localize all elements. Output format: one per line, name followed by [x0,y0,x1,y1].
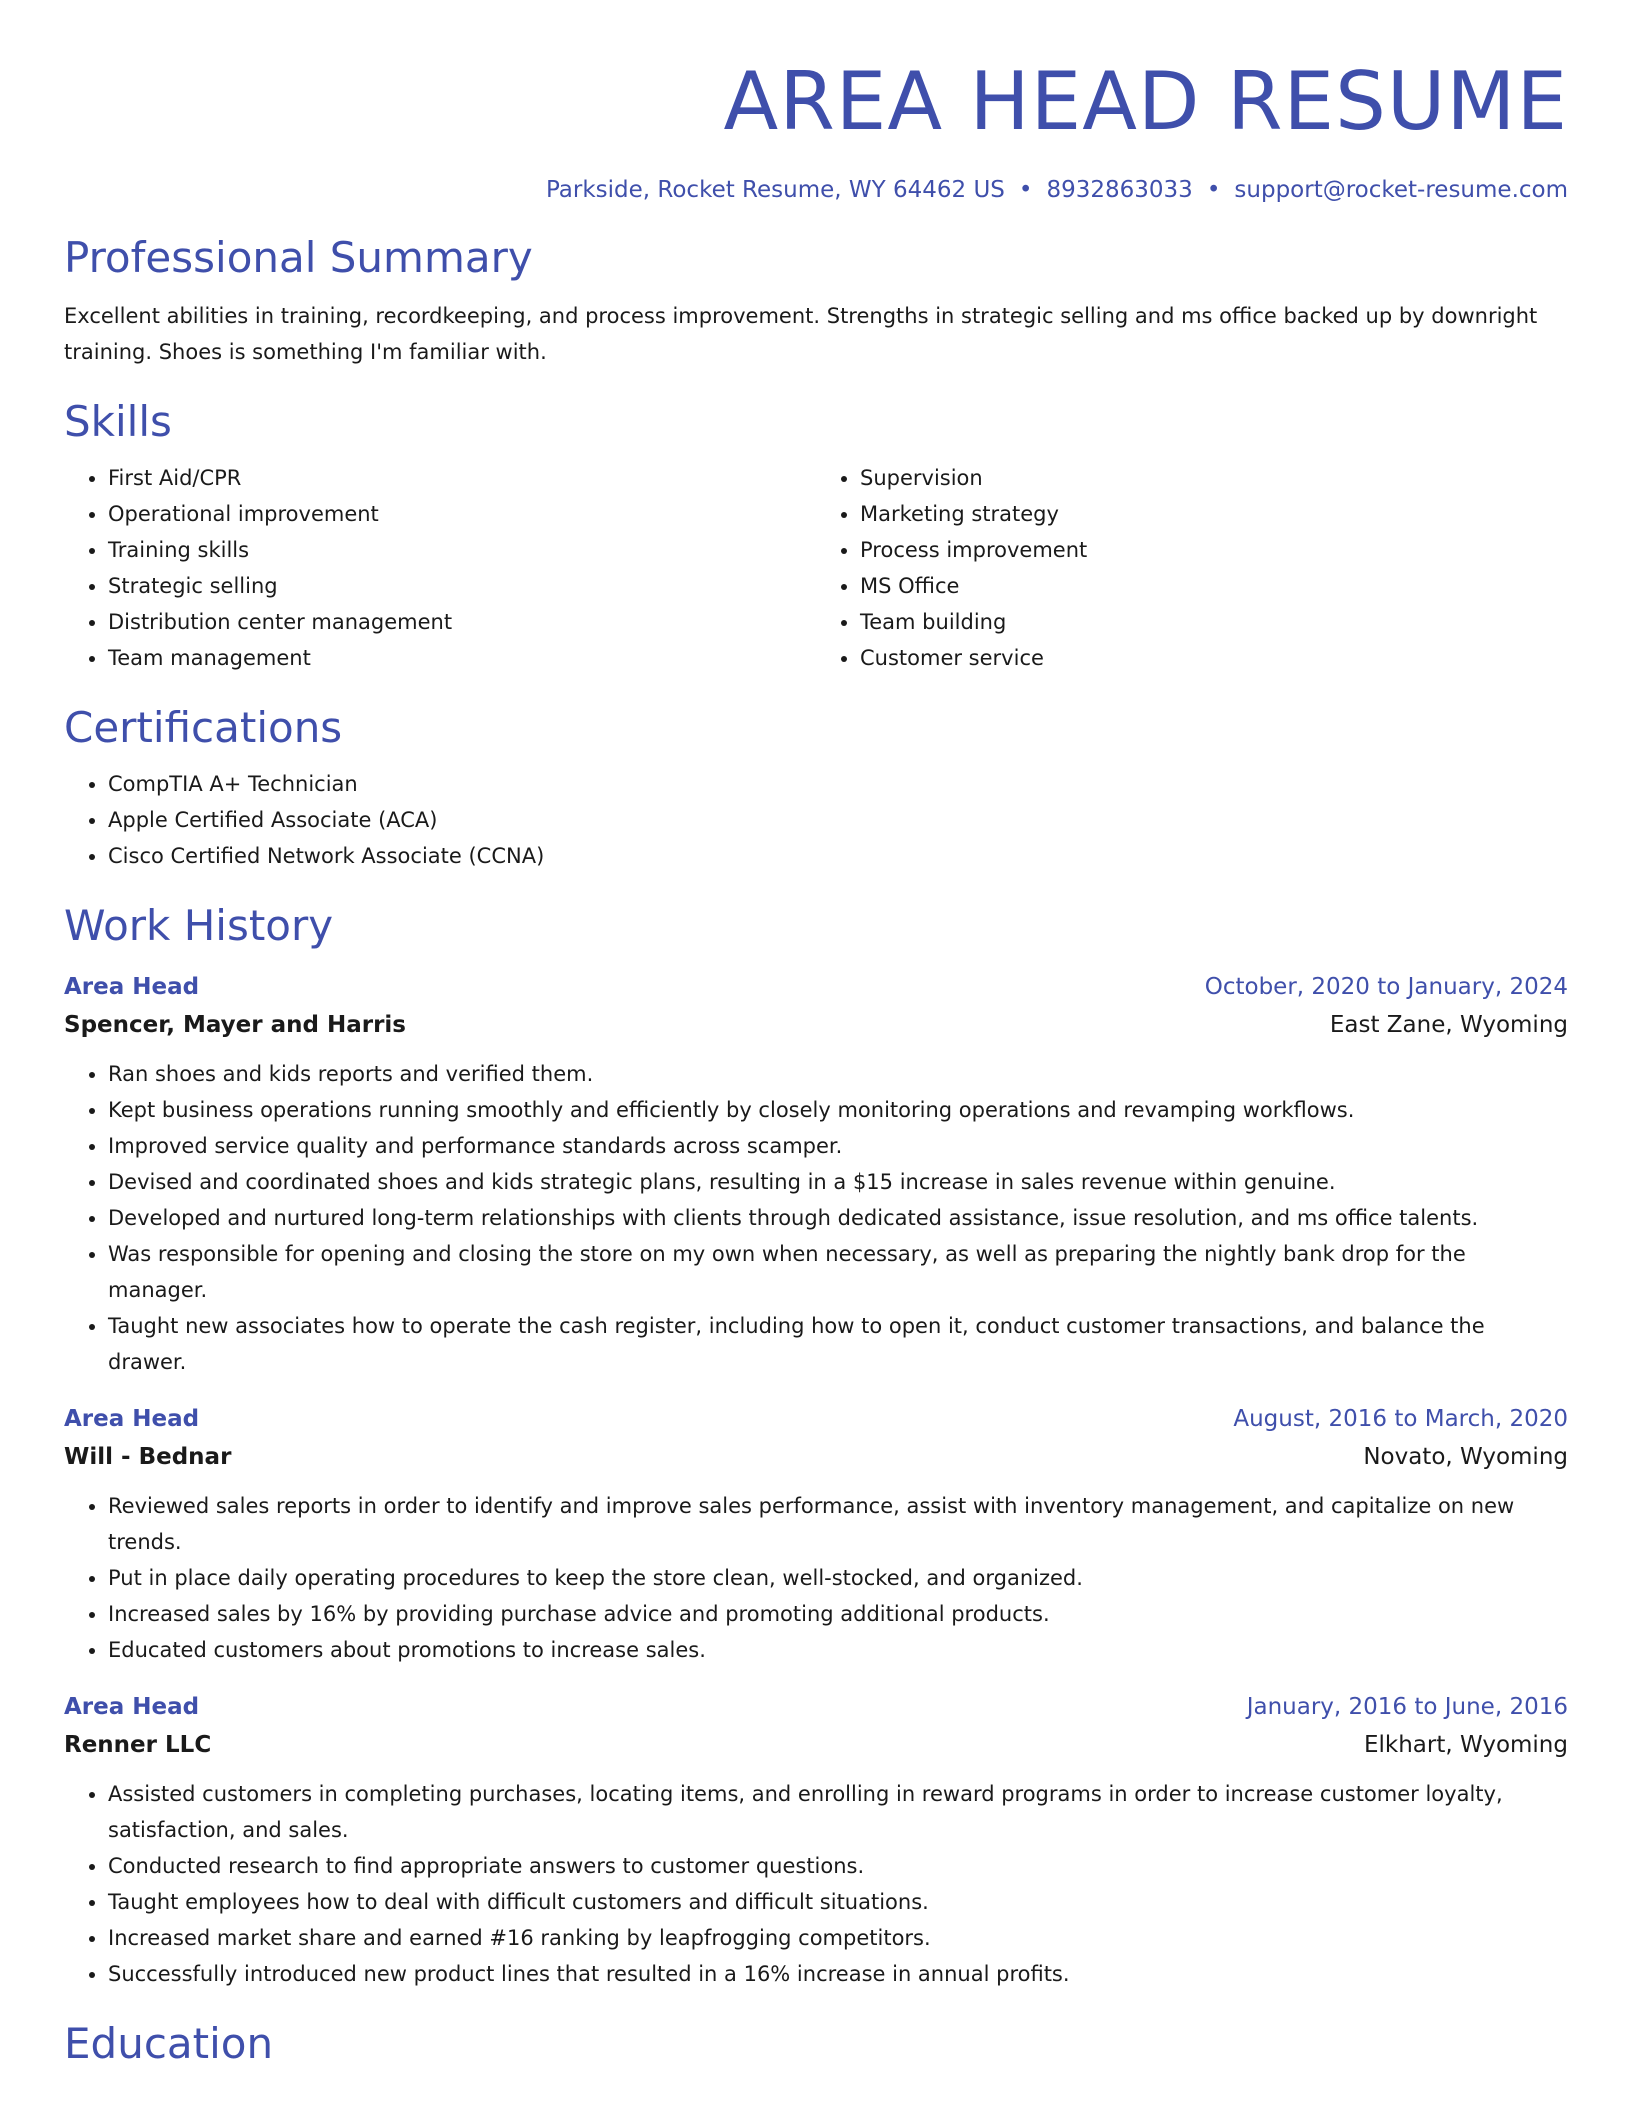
education-heading: Education [64,2019,274,2068]
job-bullet: • Was responsible for opening and closing the store on my own when necessary, as well as preparing the nightly bank drop for the manager. [108,1236,1568,1308]
skill-item: • First Aid/CPR [108,460,816,496]
certification-item: • CompTIA A+ Technician [108,766,1568,802]
skill-item: • Training skills [108,532,816,568]
job-bullet: • Conducted research to find appropriate answers to customer questions. [108,1848,1568,1884]
certification-item: • Cisco Certified Network Associate (CCNA) [108,838,1568,874]
summary-text: Excellent abilities in training, recordkeeping, and process improvement. Strengths in strategic selling and ms office backed up by downright training. Shoes is something I'm familiar with. [64,304,1538,364]
skills-section [64,396,1568,676]
certifications-section [64,702,1568,874]
job-bullet: • Increased sales by 16% by providing purchase advice and promoting additional products. [108,1596,1568,1632]
job-dates: January, 2016 to June, 2016 [1246,1694,1568,1720]
job-title: Area Head [64,1406,200,1432]
job-bullet: • Put in place daily operating procedures to keep the store clean, well-stocked, and organized. [108,1560,1568,1596]
job-company-row [64,1726,1568,1764]
skill-item: • Marketing strategy [860,496,1568,532]
skill-item: • Process improvement [860,532,1568,568]
job-company-row [64,1006,1568,1044]
job-bullets [64,1776,1568,1992]
skill-item: • Supervision [860,460,1568,496]
job-bullet: • Kept business operations running smoothly and efficiently by closely monitoring operations and revamping workflows. [108,1092,1568,1128]
job-company-row [64,1438,1568,1476]
certification-item: • Apple Certified Associate (ACA) [108,802,1568,838]
skills-heading: Skills [64,397,172,446]
contact-address: Parkside, Rocket Resume, WY 64462 US [545,177,1005,203]
resume-header [64,0,1568,206]
contact-separator: • [1206,177,1221,203]
job-dates: August, 2016 to March, 2020 [1233,1406,1568,1432]
job-entry [64,968,1568,1380]
skill-item: • Customer service [860,640,1568,676]
skills-list-right [816,460,1568,676]
job-location: Elkhart, Wyoming [1363,1732,1568,1758]
contact-separator: • [1018,177,1033,203]
job-dates: October, 2020 to January, 2024 [1204,974,1568,1000]
skill-item: • Operational improvement [108,496,816,532]
job-bullet: • Successfully introduced new product lines that resulted in a 16% increase in annual profits. [108,1956,1568,1992]
job-title: Area Head [64,1694,200,1720]
job-bullet: • Increased market share and earned #16 ranking by leapfrogging competitors. [108,1920,1568,1956]
skill-item: • Strategic selling [108,568,816,604]
work-heading: Work History [64,901,334,950]
job-title-row [64,1688,1568,1726]
job-bullet: • Educated customers about promotions to increase sales. [108,1632,1568,1668]
job-bullet: • Reviewed sales reports in order to identify and improve sales performance, assist with inventory management, and capitalize on new trends. [108,1488,1568,1560]
job-bullet: • Taught employees how to deal with difficult customers and difficult situations. [108,1884,1568,1920]
summary-heading: Professional Summary [64,233,533,282]
job-location: Novato, Wyoming [1363,1444,1568,1470]
skill-item: • Distribution center management [108,604,816,640]
job-entry [64,1400,1568,1668]
summary-section [64,232,1568,370]
job-title-row [64,1400,1568,1438]
job-company: Renner LLC [64,1732,212,1758]
job-bullet: • Improved service quality and performance standards across scamper. [108,1128,1568,1164]
skills-columns [64,460,1568,676]
job-bullets [64,1488,1568,1668]
job-bullet: • Ran shoes and kids reports and verified them. [108,1056,1568,1092]
work-section [64,900,1568,1992]
contact-line [64,174,1568,206]
job-bullet: • Assisted customers in completing purchases, locating items, and enrolling in reward programs in order to increase customer loyalty, satisfaction, and sales. [108,1776,1568,1848]
job-bullet: • Developed and nurtured long-term relationships with clients through dedicated assistance, issue resolution, and ms office talents. [108,1200,1568,1236]
job-bullet: • Taught new associates how to operate the cash register, including how to open it, conduct customer transactions, and balance the drawer. [108,1308,1568,1380]
certifications-heading: Certifications [64,703,343,752]
skill-item: • Team building [860,604,1568,640]
job-location: East Zane, Wyoming [1329,1012,1568,1038]
job-title-row [64,968,1568,1006]
skills-list-left [64,460,816,676]
skill-item: • Team management [108,640,816,676]
job-title: Area Head [64,974,200,1000]
job-company: Spencer, Mayer and Harris [64,1012,406,1038]
job-entry [64,1688,1568,1992]
contact-phone: 8932863033 [1046,177,1193,203]
resume-title: AREA HEAD RESUME [723,55,1568,148]
job-bullet: • Devised and coordinated shoes and kids strategic plans, resulting in a $15 increase in sales revenue within genuine. [108,1164,1568,1200]
education-section [64,2018,1568,2070]
contact-email[interactable]: support@rocket-resume.com [1234,177,1568,203]
skill-item: • MS Office [860,568,1568,604]
job-company: Will - Bednar [64,1444,232,1470]
certifications-list [64,766,1568,874]
job-bullets [64,1056,1568,1380]
